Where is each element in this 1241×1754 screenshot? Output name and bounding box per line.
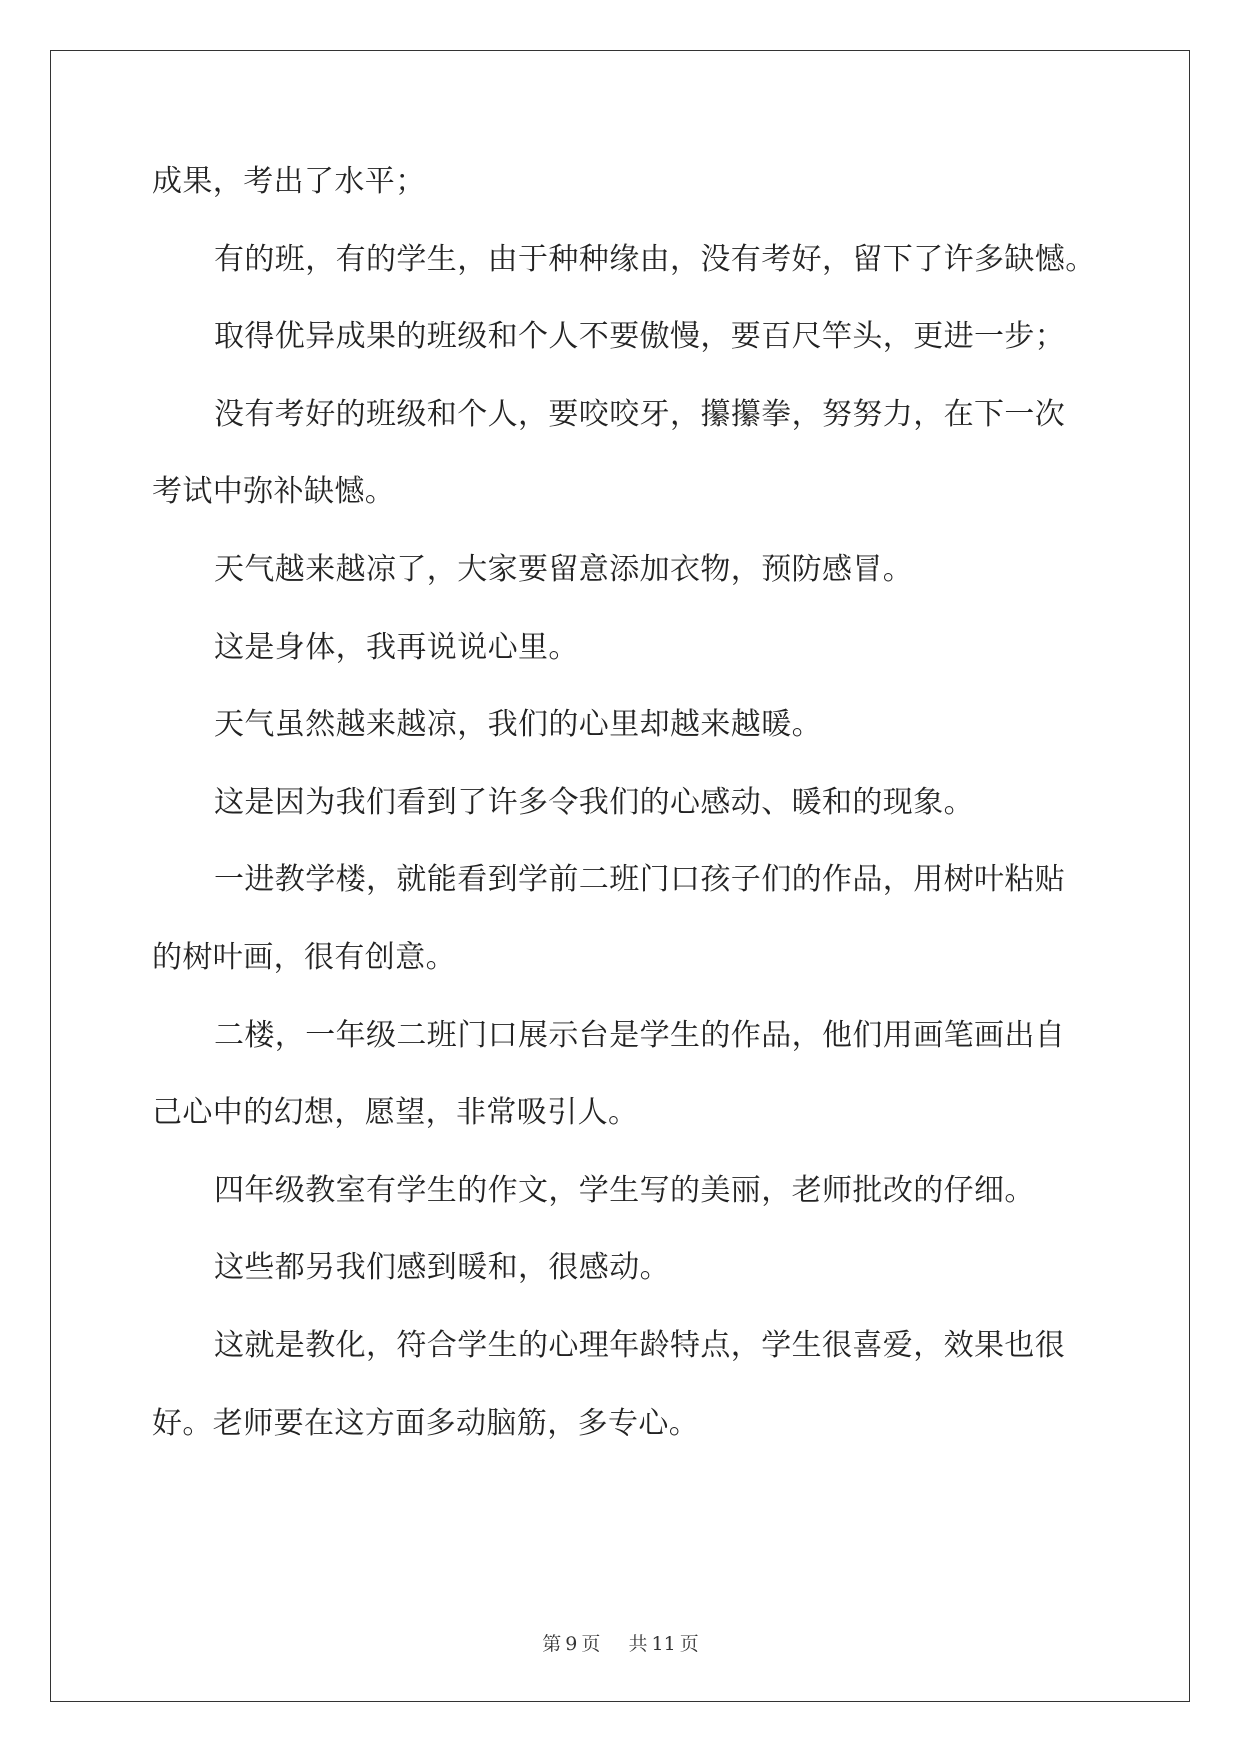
text-line: 有的班，有的学生，由于种种缘由，没有考好，留下了许多缺憾。: [214, 241, 1096, 277]
total-suffix: 页: [679, 1633, 699, 1655]
text-line: 二楼，一年级二班门口展示台是学生的作品，他们用画笔画出自: [214, 1017, 1066, 1053]
total-pages: 11: [651, 1633, 676, 1655]
text-line: 这些都另我们感到暖和，很感动。: [214, 1250, 670, 1286]
page-number: 9: [565, 1633, 578, 1655]
text-line: 己心中的幻想，愿望，非常吸引人。: [152, 1095, 639, 1131]
total-label: 共: [628, 1633, 648, 1655]
document-body: [152, 162, 1096, 1481]
text-line: 四年级教室有学生的作文，学生写的美丽，老师批改的仔细。: [214, 1172, 1035, 1208]
page-suffix: 页: [581, 1633, 601, 1655]
text-line: 天气虽然越来越凉，我们的心里却越来越暖。: [214, 707, 822, 743]
text-line: 一进教学楼，就能看到学前二班门口孩子们的作品，用树叶粘贴: [214, 862, 1066, 898]
text-line: 取得优异成果的班级和个人不要傲慢，要百尺竿头，更进一步；: [214, 319, 1066, 355]
text-line: 天气越来越凉了，大家要留意添加衣物，预防感冒。: [214, 551, 914, 587]
text-line: 没有考好的班级和个人，要咬咬牙，攥攥拳，努努力，在下一次: [214, 396, 1066, 432]
text-line: 这是因为我们看到了许多令我们的心感动、暖和的现象。: [214, 784, 974, 820]
page-footer: [0, 1632, 1241, 1656]
text-line: 考试中弥补缺憾。: [152, 474, 396, 510]
text-line: 好。老师要在这方面多动脑筋，多专心。: [152, 1405, 700, 1441]
text-line: 这就是教化，符合学生的心理年龄特点，学生很喜爱，效果也很: [214, 1327, 1066, 1363]
text-line: 成果，考出了水平；: [152, 164, 426, 199]
text-line: 这是身体，我再说说心里。: [214, 629, 579, 665]
page-label: 第: [542, 1633, 562, 1655]
text-line: 的树叶画，很有创意。: [152, 939, 456, 975]
